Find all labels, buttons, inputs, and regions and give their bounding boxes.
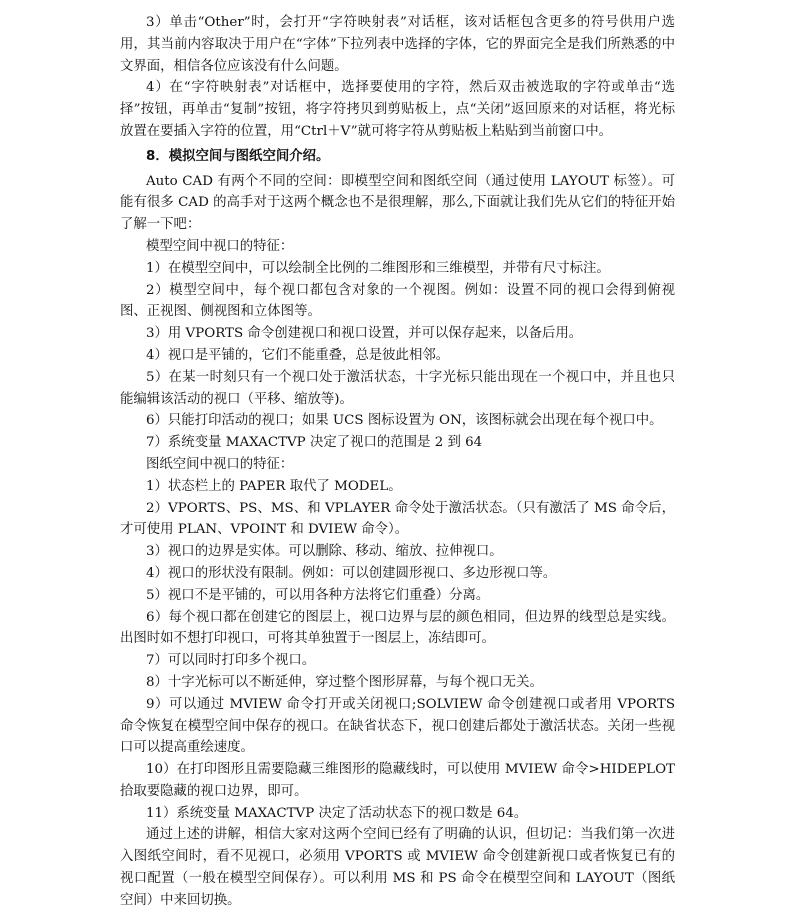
paragraph: 7）系统变量 MAXACTVP 决定了视口的范围是 2 到 64 <box>146 435 483 451</box>
paragraph: 10）在打印图形且需要隐藏三维图形的隐藏线时，可以使用 MVIEW 命令>HIDEPLOT 拾取要隐藏的视口边界，即可。 <box>120 762 675 799</box>
paragraph: 11）系统变量 MAXACTVP 决定了活动状态下的视口数是 64。 <box>146 805 528 821</box>
paragraph: 7）可以同时打印多个视口。 <box>146 653 316 669</box>
paragraph: 6）每个视口都在创建它的图层上，视口边界与层的颜色相同，但边界的线型总是实线。出图时如不想打印视口，可将其单独置于一图层上，冻结即可。 <box>120 609 675 647</box>
paragraph: 4）视口是平铺的，它们不能重叠，总是彼此相邻。 <box>146 347 450 363</box>
section-heading: 8．模拟空间与图纸空间介绍。 <box>146 148 330 164</box>
paragraph: 3）单击“Other”时，会打开“字符映射表”对话框，该对话框包含更多的符号供用户选用，其当前内容取决于用户在“字体”下拉列表中选择的字体，它的界面完全是我们所熟悉的中文界面，相信各位应该没有什么问题。 <box>120 15 675 74</box>
paragraph: 图纸空间中视口的特征： <box>146 456 294 472</box>
document-page <box>120 12 675 908</box>
paragraph: 2）模型空间中，每个视口都包含对象的一个视图。例如：设置不同的视口会得到俯视图、正视图、侧视图和立体图等。 <box>120 282 675 320</box>
paragraph: 3）用 VPORTS 命令创建视口和视口设置，并可以保存起来，以备后用。 <box>146 326 583 342</box>
paragraph: 5）视口不是平铺的，可以用各种方法将它们重叠）分离。 <box>146 587 490 603</box>
paragraph: 2）VPORTS、PS、MS、和 VPLAYER 命令处于激活状态。（只有激活了 MS 命令后，才可使用 PLAN、VPOINT 和 DVIEW 命令）。 <box>120 500 675 538</box>
paragraph: Auto CAD 有两个不同的空间：即模型空间和图纸空间（通过使用 LAYOUT 标签）。可能有很多 CAD 的高手对于这两个概念也不是很理解，那么,下面就让我们先从它们的特征开始了解一下吧： <box>120 173 675 233</box>
paragraph: 1）在模型空间中，可以绘制全比例的二维图形和三维模型，并带有尺寸标注。 <box>146 260 610 276</box>
paragraph: 6）只能打印活动的视口；如果 UCS 图标设置为 ON，该图标就会出现在每个视口中。 <box>146 413 663 429</box>
paragraph: 1）状态栏上的 PAPER 取代了 MODEL。 <box>146 478 402 494</box>
paragraph: 8）十字光标可以不断延伸，穿过整个图形屏幕，与每个视口无关。 <box>146 674 543 690</box>
paragraph: 通过上述的讲解，相信大家对这两个空间已经有了明确的认识，但切记：当我们第一次进入图纸空间时，看不见视口，必须用 VPORTS 或 MVIEW 命令创建新视口或者恢复已有的视口配置（一般在模型空间保存）。可以利用 MS 和 PS 命令在模型空间和 LAYOUT（图纸空间）中来回切换。 <box>120 827 675 908</box>
paragraph: 5）在某一时刻只有一个视口处于激活状态，十字光标只能出现在一个视口中，并且也只能编辑该活动的视口（平移、缩放等)。 <box>120 369 675 407</box>
paragraph: 4）在“字符映射表”对话框中，选择要使用的字符，然后双击被选取的字符或单击“选择”按钮，再单击“复制”按钮，将字符拷贝到剪贴板上，点“关闭”返回原来的对话框，将光标放置在要插入字符的位置，用“Ctrl＋V”就可将字符从剪贴板上粘贴到当前窗口中。 <box>120 80 675 139</box>
paragraph: 3）视口的边界是实体。可以删除、移动、缩放、拉伸视口。 <box>146 544 503 560</box>
paragraph: 模型空间中视口的特征： <box>146 238 294 254</box>
paragraph: 9）可以通过 MVIEW 命令打开或关闭视口;SOLVIEW 命令创建视口或者用 VPORTS 命令恢复在模型空间中保存的视口。在缺省状态下，视口创建后都处于激活状态。关闭一些视口可以提高重绘速度。 <box>120 696 675 756</box>
paragraph: 4）视口的形状没有限制。例如：可以创建圆形视口、多边形视口等。 <box>146 565 557 581</box>
